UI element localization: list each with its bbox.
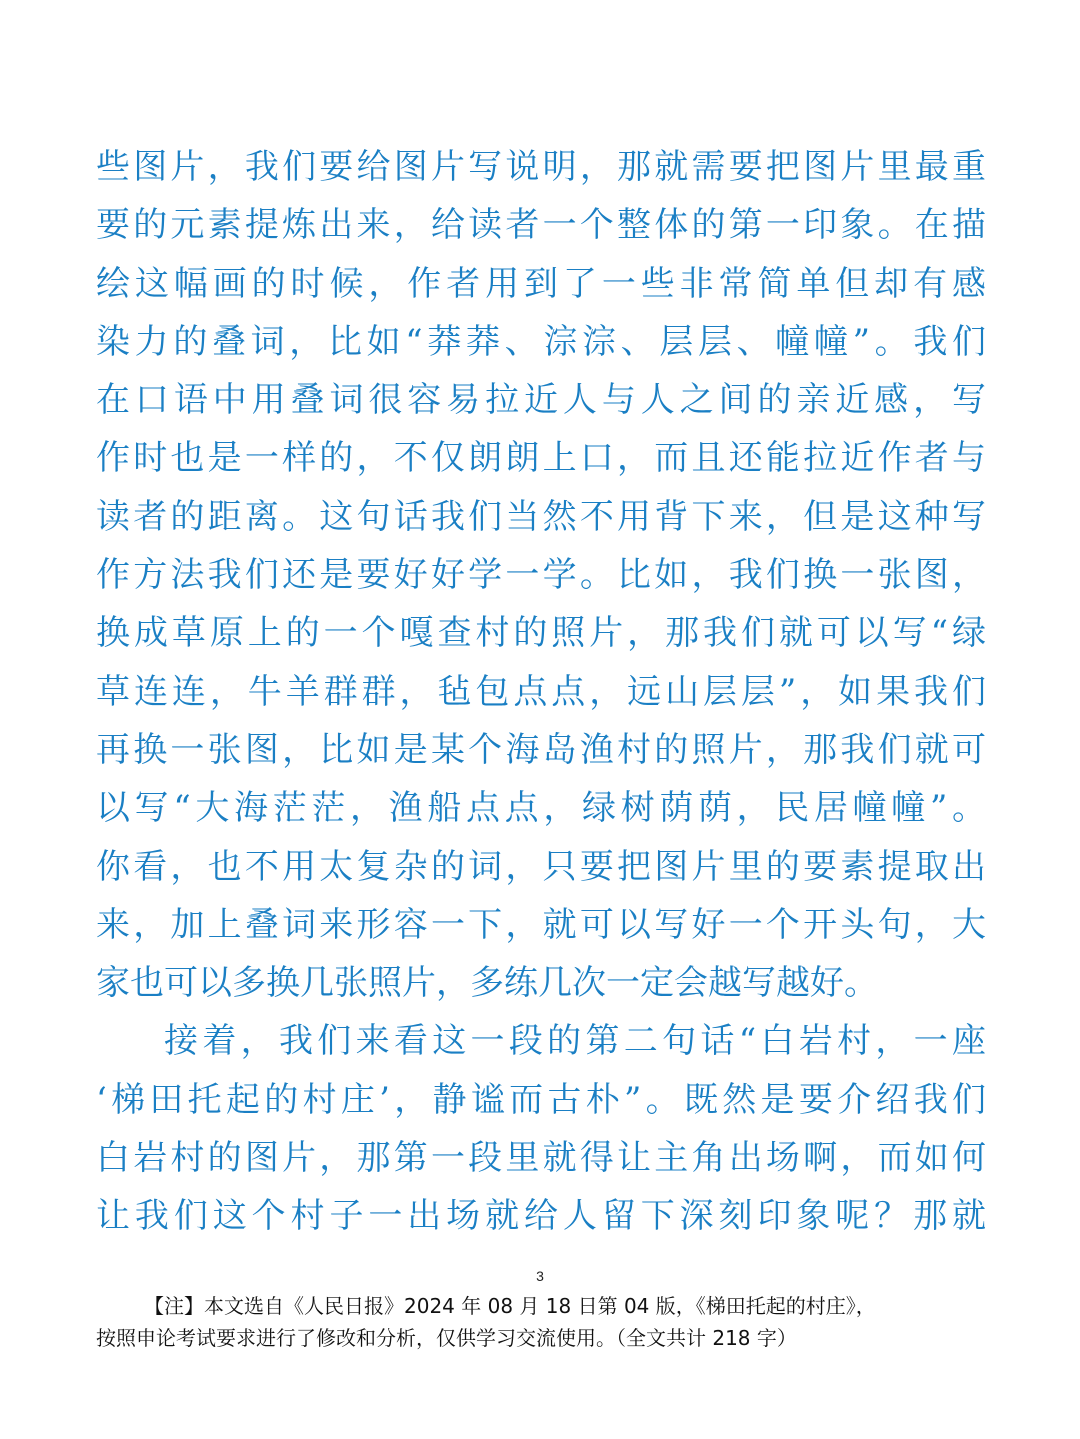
- body-line: 在口语中用叠词很容易拉近人与人之间的亲近感，写: [96, 380, 986, 421]
- paragraph-end-line: 家也可以多换几张照片，多练几次一定会越写越好。: [96, 963, 878, 1004]
- body-line: 些图片，我们要给图片写说明，那就需要把图片里最重: [96, 147, 986, 187]
- body-line: 作时也是一样的，不仅朗朗上口，而且还能拉近作者与: [96, 438, 986, 479]
- body-line: 来，加上叠词来形容一下，就可以写好一个开头句，大: [96, 904, 986, 945]
- body-line: 染力的叠词，比如“莽莽、淙淙、层层、幢幢”。我们: [96, 321, 986, 362]
- paragraph-start-line: 接着，我们来看这一段的第二句话“白岩村，一座: [164, 1021, 986, 1062]
- source-note: [96, 1290, 986, 1354]
- body-line: 让我们这个村子一出场就给人留下深刻印象呢？那就: [96, 1196, 986, 1237]
- body-line: 绘这幅画的时候，作者用到了一些非常简单但却有感: [96, 263, 986, 304]
- page-number: 3: [536, 1268, 544, 1284]
- body-line: 再换一张图，比如是某个海岛渔村的照片，那我们就可: [96, 729, 986, 770]
- body-line: 以写“大海茫茫，渔船点点，绿树荫荫，民居幢幢”。: [96, 788, 986, 829]
- body-line: 要的元素提炼出来，给读者一个整体的第一印象。在描: [96, 205, 986, 246]
- body-line: 作方法我们还是要好好学一学。比如，我们换一张图，: [96, 555, 986, 596]
- body-line: 读者的距离。这句话我们当然不用背下来，但是这种写: [96, 496, 986, 537]
- source-note-line-1: 【注】本文选自《人民日报》2024 年 08 月 18 日第 04 版，《梯田托起的村庄》，: [144, 1294, 876, 1318]
- body-line: ‘梯田托起的村庄’，静谧而古朴”。既然是要介绍我们: [96, 1079, 986, 1120]
- body-text: [96, 138, 986, 1246]
- body-line: 草连连，牛羊群群，毡包点点，远山层层”，如果我们: [96, 671, 986, 712]
- body-line: 白岩村的图片，那第一段里就得让主角出场啊，而如何: [96, 1138, 986, 1179]
- body-line: 换成草原上的一个嘎查村的照片，那我们就可以写“绿: [96, 613, 986, 654]
- body-line: 你看，也不用太复杂的词，只要把图片里的要素提取出: [96, 846, 986, 887]
- source-note-line-2: 按照申论考试要求进行了修改和分析，仅供学习交流使用。（全文共计 218 字）: [96, 1326, 797, 1350]
